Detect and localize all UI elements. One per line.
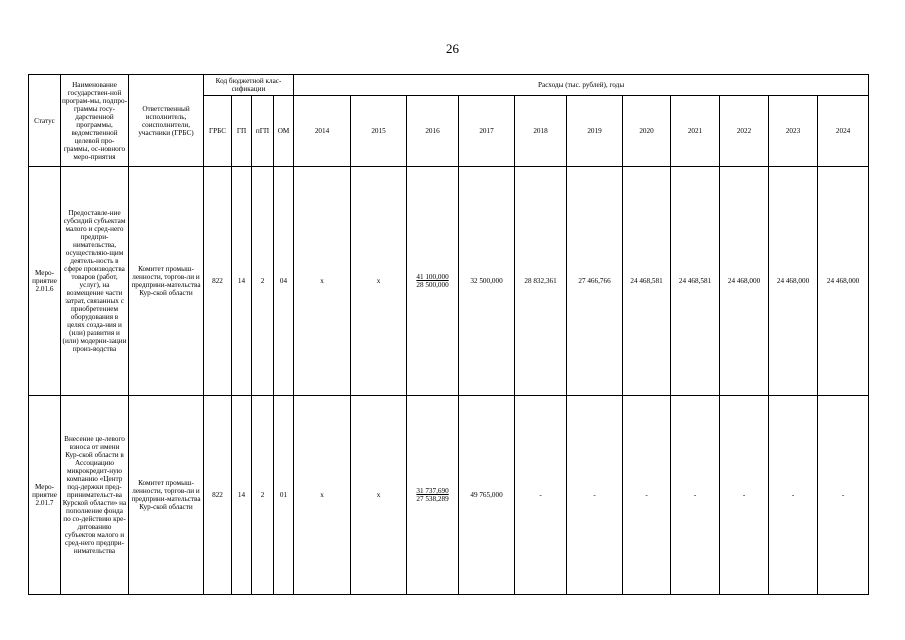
header-year: 2015 xyxy=(351,96,407,167)
header-expenses: Расходы (тыс. рублей), годы xyxy=(294,75,869,96)
header-status: Статус xyxy=(29,75,61,167)
row-value-2019: - xyxy=(567,396,623,595)
header-year: 2020 xyxy=(623,96,671,167)
row-value-2024: - xyxy=(818,396,869,595)
row-code-gp: 14 xyxy=(232,396,252,595)
row-value-2017: 49 765,000 xyxy=(459,396,515,595)
row-value-2014: х xyxy=(294,167,351,396)
header-year: 2017 xyxy=(459,96,515,167)
header-code-pgp: пГП xyxy=(252,96,274,167)
row-code-grbs: 822 xyxy=(204,396,232,595)
row-value-2020: 24 468,581 xyxy=(623,167,671,396)
table-row xyxy=(29,167,869,396)
row-value-2022: - xyxy=(720,396,769,595)
budget-table xyxy=(28,74,869,595)
row-value-2021: 24 468,581 xyxy=(671,167,720,396)
row-value-2014: х xyxy=(294,396,351,595)
row-value-2018: 28 832,361 xyxy=(515,167,567,396)
header-budget-code: Код бюджетной клас-сификации xyxy=(204,75,294,96)
header-code-om: ОМ xyxy=(274,96,294,167)
row-value-2021: - xyxy=(671,396,720,595)
header-executor: Ответственный исполнитель, соисполнители, участники (ГРБС) xyxy=(129,75,204,167)
row-value-2022: 24 468,000 xyxy=(720,167,769,396)
header-year: 2016 xyxy=(407,96,459,167)
header-code-grbs: ГРБС xyxy=(204,96,232,167)
header-name: Наименование государствен-ной програм-мы, подпро-граммы госу-дарственной программы, ведомственной целевой про-граммы, ос-новного меро-приятия xyxy=(61,75,129,167)
row-code-grbs: 822 xyxy=(204,167,232,396)
value-2016-part: 27 538,289 xyxy=(416,495,449,503)
row-name: Предоставле-ние субсидий субъектам малого и сред-него предпри-нимательства, осуществляю-щим деятель-ность в сфере производства товаров (работ, услуг), на возмещение части затрат, связанных с приобретением оборудования в целях созда-ния и (или) развития и (или) модерни-зации произ-водства xyxy=(61,167,129,396)
row-name: Внесение це-левого взноса от имени Кур-ской области в Ассоциацию микрокредит-ную компанию «Центр под-держки пред-принимательст-ва Курской области» на пополнение фонда по со-действию кре-дитованию субъектов малого и сред-него предпри-нимательства xyxy=(61,396,129,595)
row-value-2016 xyxy=(407,167,459,396)
header-row-top xyxy=(29,75,869,96)
header-year: 2021 xyxy=(671,96,720,167)
row-value-2023: - xyxy=(769,396,818,595)
row-value-2020: - xyxy=(623,396,671,595)
row-code-pgp: 2 xyxy=(252,167,274,396)
value-2016-part: 28 500,000 xyxy=(416,281,449,289)
row-executor: Комитет промыш-ленности, торгов-ли и предприни-мательства Кур-ской области xyxy=(129,396,204,595)
table-row xyxy=(29,396,869,595)
header-year: 2014 xyxy=(294,96,351,167)
header-year: 2018 xyxy=(515,96,567,167)
row-code-om: 04 xyxy=(274,167,294,396)
row-value-2017: 32 500,000 xyxy=(459,167,515,396)
value-2016-total: 31 737,690 xyxy=(416,487,449,495)
row-code-om: 01 xyxy=(274,396,294,595)
header-code-gp: ГП xyxy=(232,96,252,167)
row-status: Меро-приятие 2.01.6 xyxy=(29,167,61,396)
row-status: Меро-приятие 2.01.7 xyxy=(29,396,61,595)
page-number: 26 xyxy=(446,41,459,56)
header-year: 2024 xyxy=(818,96,869,167)
row-executor: Комитет промыш-ленности, торгов-ли и предприни-мательства Кур-ской области xyxy=(129,167,204,396)
header-year: 2023 xyxy=(769,96,818,167)
row-code-pgp: 2 xyxy=(252,396,274,595)
row-code-gp: 14 xyxy=(232,167,252,396)
header-year: 2019 xyxy=(567,96,623,167)
row-value-2015: х xyxy=(351,396,407,595)
row-value-2016 xyxy=(407,396,459,595)
row-value-2015: х xyxy=(351,167,407,396)
row-value-2023: 24 468,000 xyxy=(769,167,818,396)
header-year: 2022 xyxy=(720,96,769,167)
row-value-2019: 27 466,766 xyxy=(567,167,623,396)
row-value-2024: 24 468,000 xyxy=(818,167,869,396)
row-value-2018: - xyxy=(515,396,567,595)
value-2016-total: 41 100,000 xyxy=(416,273,449,281)
